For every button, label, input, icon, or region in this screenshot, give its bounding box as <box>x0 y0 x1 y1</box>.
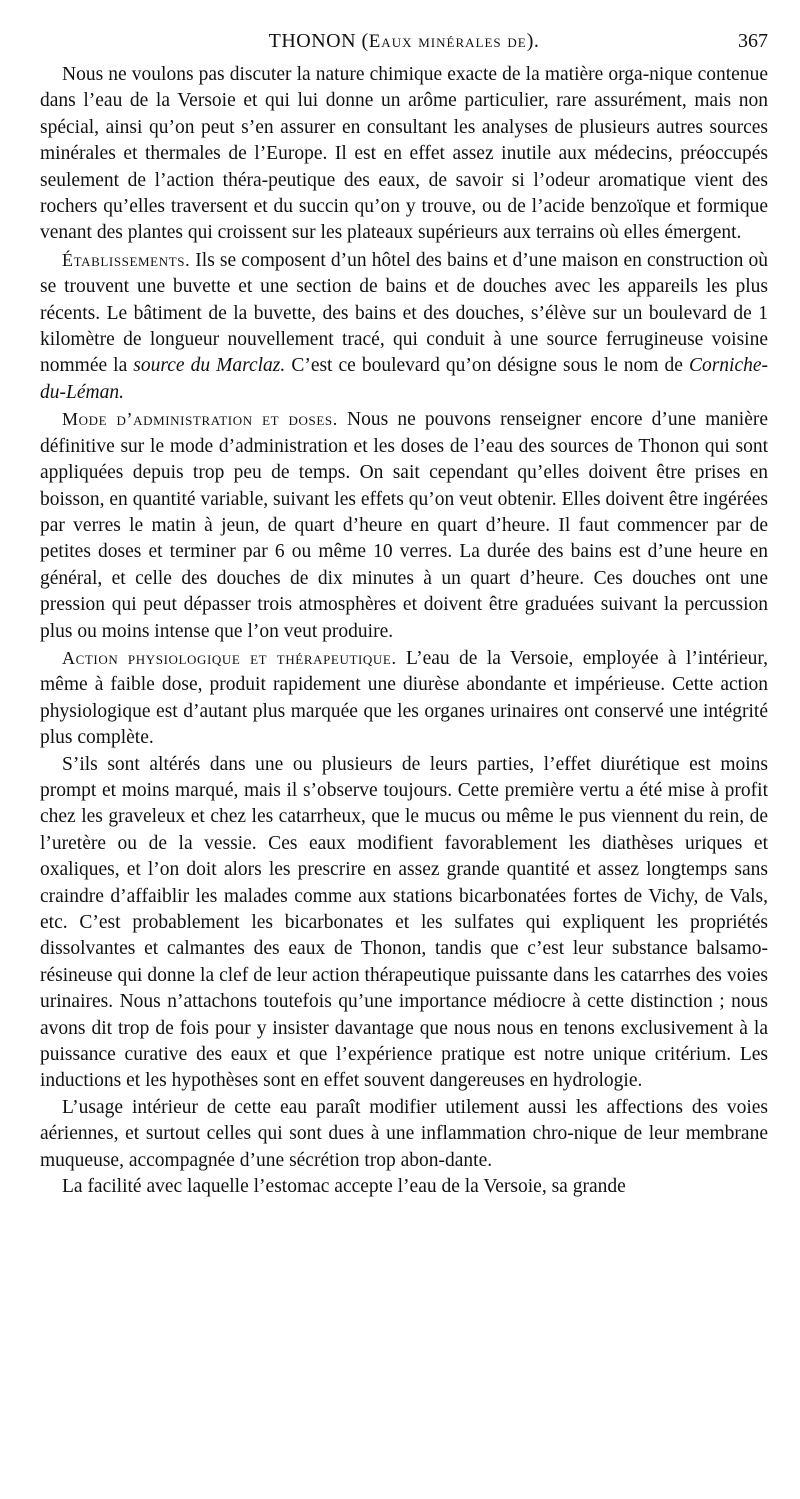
paragraph-text: Ils se composent d’un hôtel des bains et d’une maison en construction où se trouvent une buvette et une section de bains et de douches avec les appareils les plus récents. Le bâtiment de la buvette, des bains et des douches, s’élève sur un boulevard de 1 kilomètre de longueur nouvellement tracé, qui conduit à une source ferrugineuse voisine nommée la <box>40 249 768 377</box>
section-lead: Action physiologique et thérapeutique. <box>62 647 397 668</box>
paragraph-text: L’usage intérieur de cette eau paraît modifier utilement aussi les affections des voies aériennes, et surtout celles qui sont dues à une inflammation chro-nique de leur membrane muqueuse, accompagnée d’une sécrétion trop abon-dante. <box>40 1096 768 1171</box>
paragraph <box>40 406 768 645</box>
header-title-end: ). <box>526 30 540 52</box>
header-title-main: THONON ( <box>268 30 369 52</box>
running-header <box>40 30 768 58</box>
page-number: 367 <box>738 30 768 52</box>
paragraph <box>40 1095 768 1174</box>
paragraph <box>40 247 768 406</box>
paragraph-text: C’est ce boulevard qu’on désigne sous le nom de <box>285 355 689 377</box>
paragraph-text: S’ils sont altérés dans une ou plusieurs de leurs parties, l’effet diurétique est moins prompt et moins marqué, mais il s’observe toujours. Cette première vertu a été mise à profit chez les graveleux et chez les catarrheux, que le mucus ou même le pus viennent du rein, de l’uretère ou de la vessie. Ces eaux modifient favorablement les diathèses uriques et oxaliques, et l’on doit alors les prescrire en assez grande quantité et assez longtemps sans craindre d’affaiblir les malades comme aux stations bicarbonatées fortes de Vichy, de Vals, etc. C’est probablement les bicarbonates et les sulfates qui expliquent les propriétés dissolvantes et calmantes des eaux de Thonon, tandis que c’est leur substance balsamo-résineuse qui donne la clef de leur action thérapeutique puissante dans les catarrhes des voies urinaires. Nous n’attachons toutefois qu’une importance médiocre à cette distinction ; nous avons dit trop de fois pour y insister davantage que nous nous en tenons exclusivement à la puissance curative des eaux et que l’expérience pratique est notre unique critérium. Les inductions et les hypothèses sont en effet souvent dangereuses en hydrologie. <box>40 753 768 1092</box>
paragraph-text: Nous ne pouvons renseigner encore d’une manière définitive sur le mode d’administration et les doses de l’eau des sources de Thonon qui sont appliquées depuis trop peu de temps. On sait cependant qu’elles doivent être prises en boisson, en quantité variable, suivant les effets qu’on veut obtenir. Elles doivent être ingérées par verres le matin à jeun, de quart d’heure en quart d’heure. Il faut commencer par de petites doses et terminer par 6 ou même 10 verres. La durée des bains est d’une heure en général, et celle des douches de dix minutes à un quart d’heure. Ces douches ont une pression qui peut dépasser trois atmosphères et doivent être graduées suivant la percussion plus ou moins intense que l’on veut produire. <box>40 409 768 642</box>
body-text <box>40 62 768 1200</box>
section-lead: Établissements. <box>62 249 191 270</box>
paragraph <box>40 752 768 1095</box>
paragraph-text: L’eau de la Versoie, employée à l’intérieur, même à faible dose, produit rapidement une diurèse abondante et impérieuse. Cette action physiologique est d’autant plus marquée que les organes urinaires ont conservé une intégrité plus complète. <box>40 647 768 749</box>
paragraph <box>40 645 768 752</box>
paragraph <box>40 62 768 247</box>
italic-text: source du Marclaz. <box>133 355 286 377</box>
header-title <box>40 30 768 53</box>
paragraph <box>40 1174 768 1200</box>
paragraph-text: Nous ne voulons pas discuter la nature chimique exacte de la matière orga-nique contenue dans l’eau de la Versoie et qui lui donne un arôme particulier, rare assurément, mais non spécial, ainsi qu’on peut s’en assurer en consultant les analyses de plusieurs autres sources minérales et thermales de l’Europe. Il est en effet assez inutile aux médecins, préoccupés seulement de l’action théra-peutique des eaux, de savoir si l’odeur aromatique vient des rochers qu’elles traversent et du succin qu’on y trouve, ou de l’acide benzoïque et formique venant des plantes qui croissent sur les plateaux supérieurs aux terrains où elles émergent. <box>40 64 768 244</box>
section-lead: Mode d’administration et doses. <box>62 409 338 430</box>
paragraph-text: La facilité avec laquelle l’estomac accepte l’eau de la Versoie, sa grande <box>62 1176 626 1198</box>
italic-text: Corniche-du-Léman. <box>40 355 769 403</box>
header-title-smallcaps: Eaux minérales de <box>368 31 527 52</box>
